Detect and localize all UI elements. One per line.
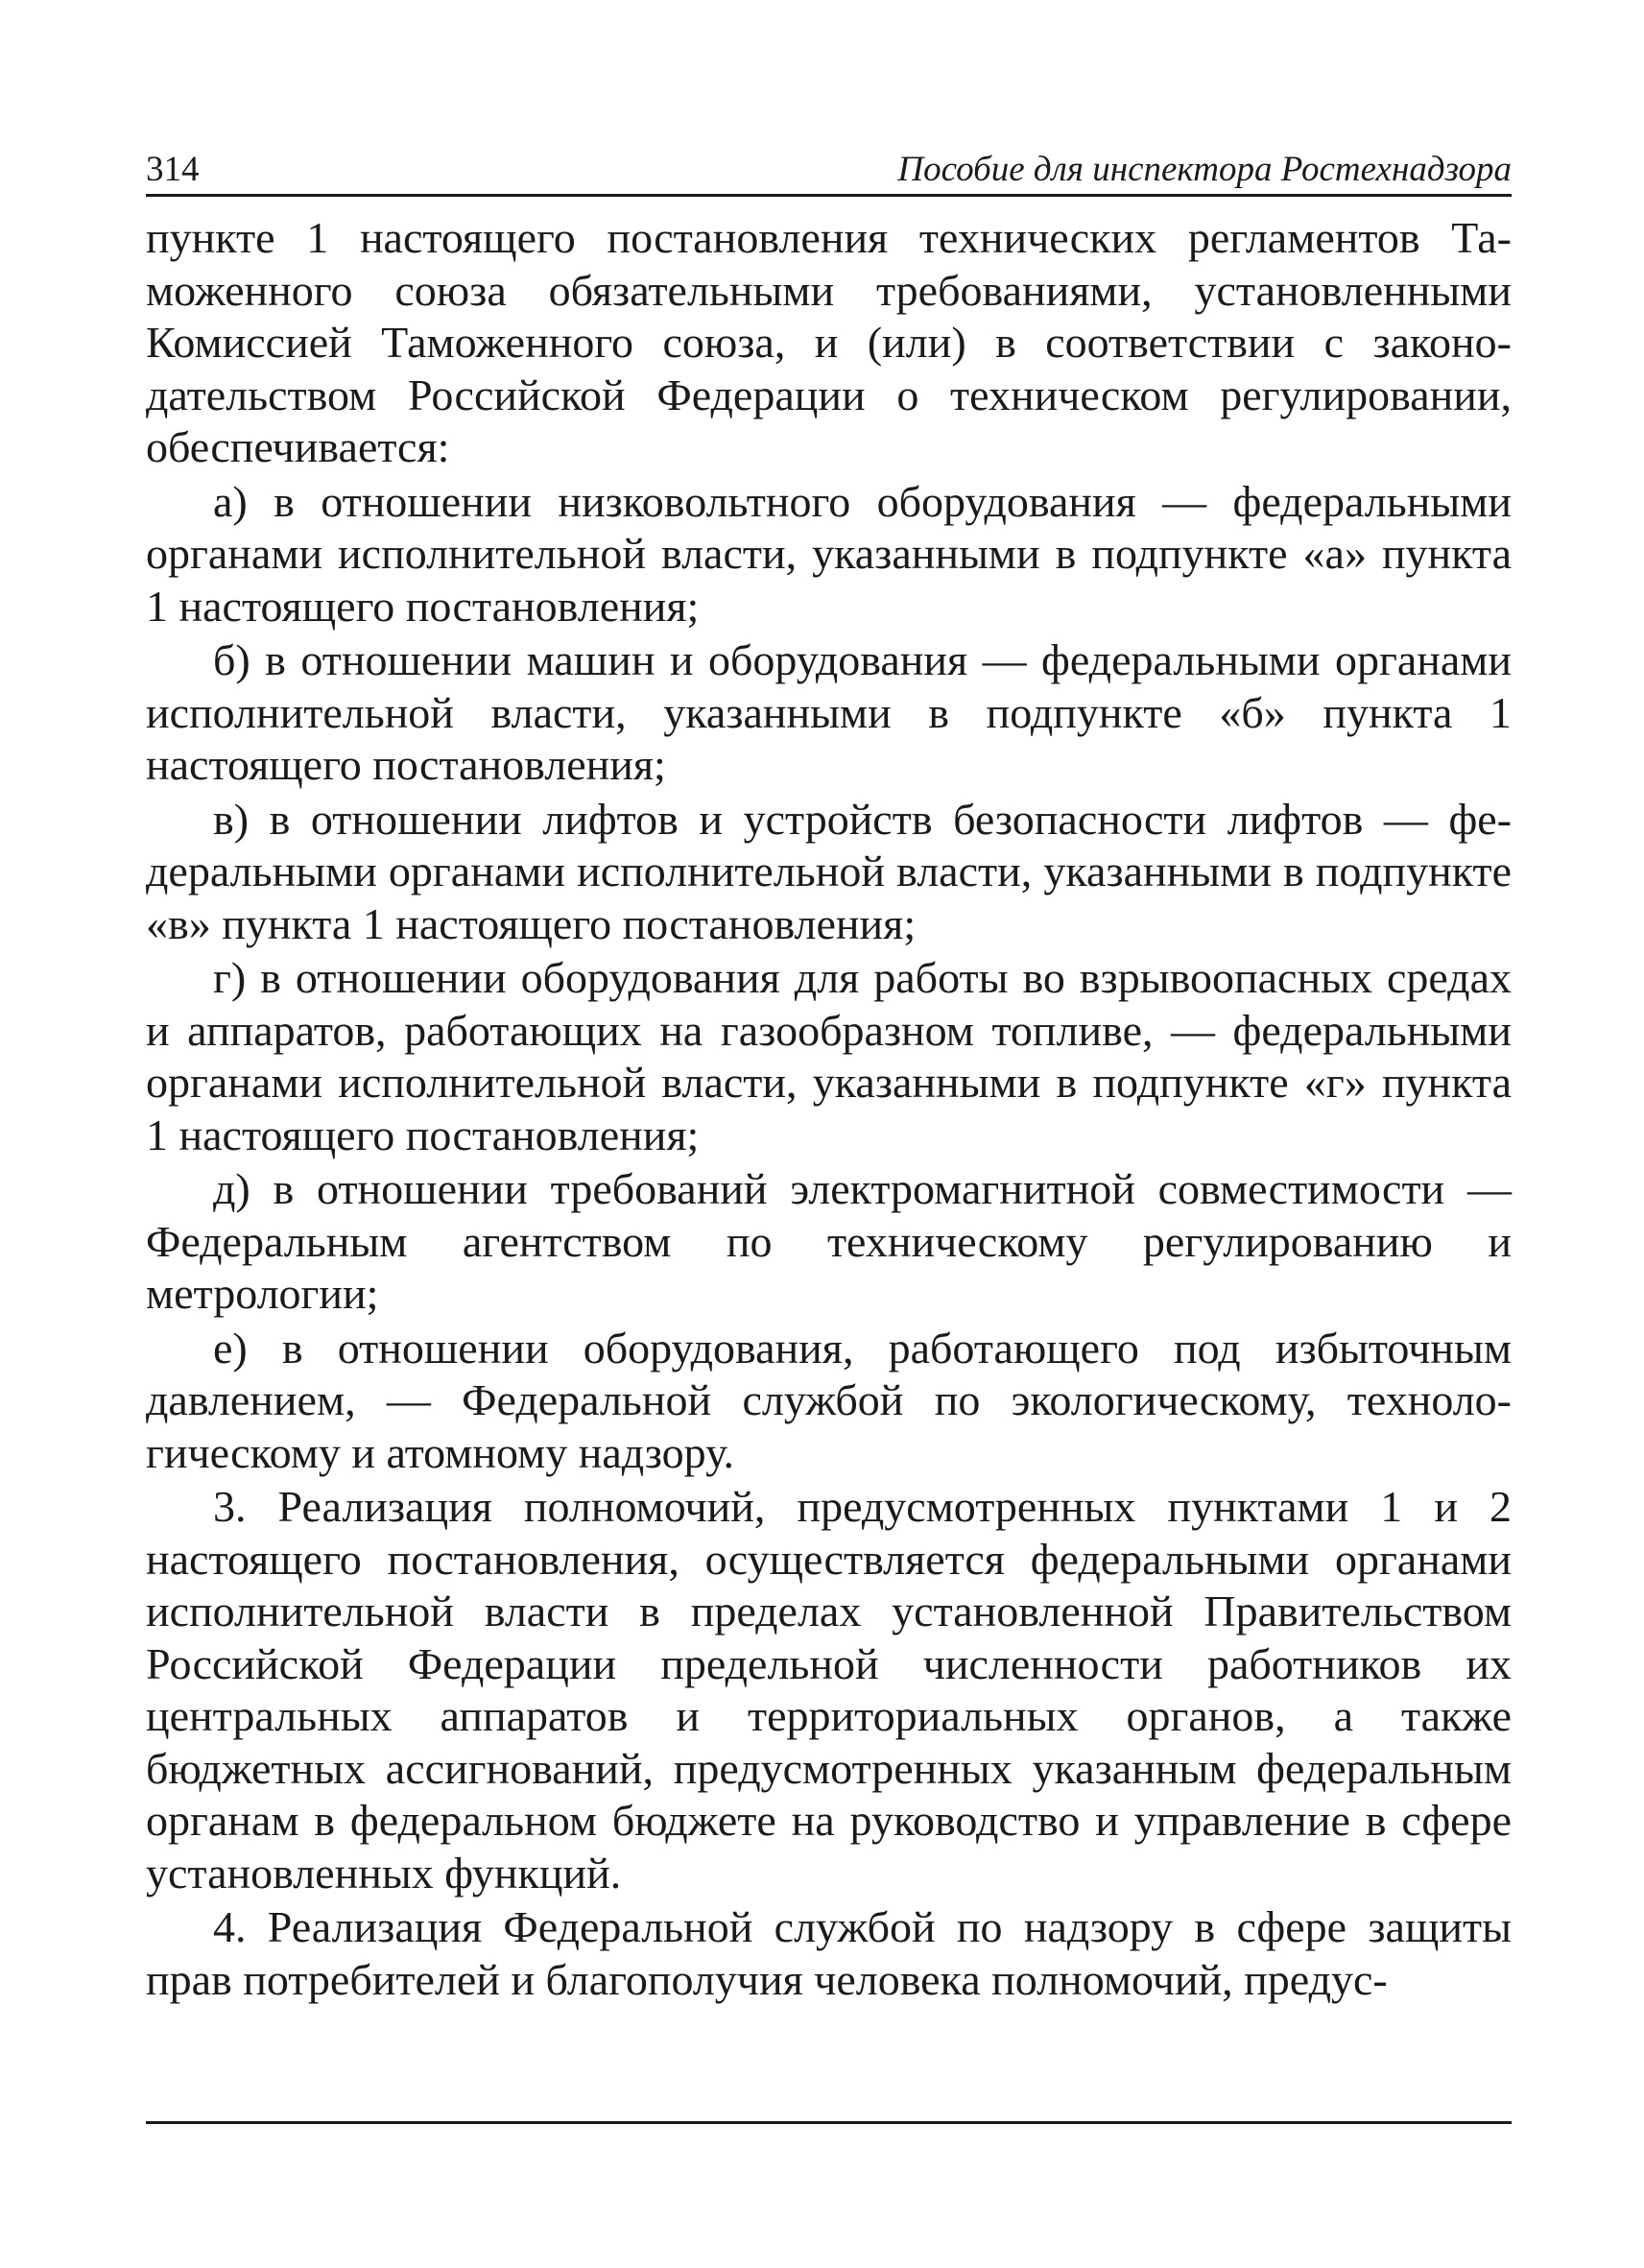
- page-header: [146, 144, 1512, 197]
- footer-rule: [146, 2121, 1512, 2124]
- paragraph-item-e: е) в отношении оборудования, работающего под избыточным давлением, — Федеральной службой по экологическому, технологическому и атомному надзору.: [146, 1323, 1512, 1477]
- paragraph-item-b: б) в отношении машин и оборудования — федеральными органами исполнительной власти, указанными в подпункте «б» пункта 1 настоящего постановления;: [146, 635, 1512, 789]
- paragraph-item-d: д) в отношении требований электромагнитной совместимости — Федеральным агентством по техническому регулированию и метрологии;: [146, 1164, 1512, 1318]
- paragraph-item-v: в) в отношении лифтов и устройств безопасности лифтов — федеральными органами исполнительной власти, указанными в подпункте «в» пункта 1 настоящего постановления;: [146, 794, 1512, 948]
- book-page: [146, 144, 1512, 2008]
- running-title: Пособие для инспектора Ростехнадзора: [897, 150, 1512, 189]
- paragraph-item-g: г) в отношении оборудования для работы во взрывоопасных средах и аппаратов, работающих на газообразном топливе, — федеральными органами исполнительной власти, указанными в подпункте «г» пункта 1 настоящего постановления;: [146, 953, 1512, 1159]
- paragraph-clause-3: 3. Реализация полномочий, предусмотренных пунктами 1 и 2 настоящего постановления, осуществляется федеральными органами исполнительной власти в пределах установленной Правительством Российской Федерации предельной численности работников их центральных аппаратов и территориальных органов, а также бюджетных ассигнований, предусмотренных указанным федеральным органам в федеральном бюджете на руководство и управление в сфере установленных функций.: [146, 1482, 1512, 1898]
- paragraph-item-a: а) в отношении низковольтного оборудования — федеральными органами исполнительной власти, указанными в подпункте «а» пункта 1 настоящего постановления;: [146, 476, 1512, 631]
- paragraph-continuation: пункте 1 настоящего постановления технических регламентов Таможенного союза обязательными требованиями, установленными Комиссией Таможенного союза, и (или) в соответствии с законодательством Российской Федерации о техническом регулировании, обеспечивается:: [146, 213, 1512, 471]
- body-text: [146, 212, 1512, 2006]
- page-number: 314: [146, 150, 200, 189]
- paragraph-clause-4: 4. Реализация Федеральной службой по надзору в сфере защиты прав потребителей и благополучия человека полномочий, предус-: [146, 1902, 1512, 2004]
